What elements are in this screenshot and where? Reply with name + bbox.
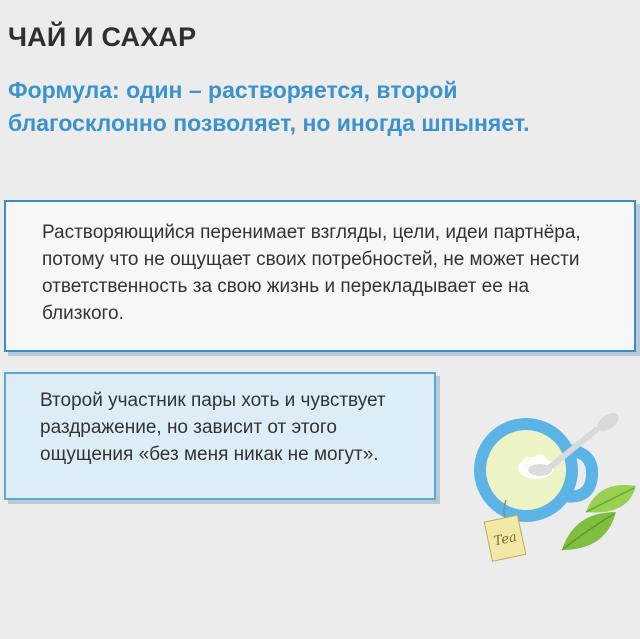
dissolving-partner-text: Растворяющийся перенимает взгляды, цели, идеи партнёра, потому что не ощущает своих потребностей, не может нести ответственность за свою жизнь и перекладывает ее на близкого. (42, 222, 581, 324)
dissolving-partner-card (4, 200, 636, 352)
page-title: ЧАЙ И САХАР (8, 22, 197, 52)
tea-tag-label: Tea (492, 529, 519, 550)
second-partner-text: Второй участник пары хоть и чувствует раздражение, но зависит от этого ощущения «без меня никак не могут». (40, 390, 386, 465)
second-partner-card (4, 372, 436, 500)
tea-cup-icon (466, 400, 640, 570)
formula-subtitle: Формула: один – растворяется, второй благосклонно позволяет, но иногда шпыняет. (8, 77, 530, 136)
